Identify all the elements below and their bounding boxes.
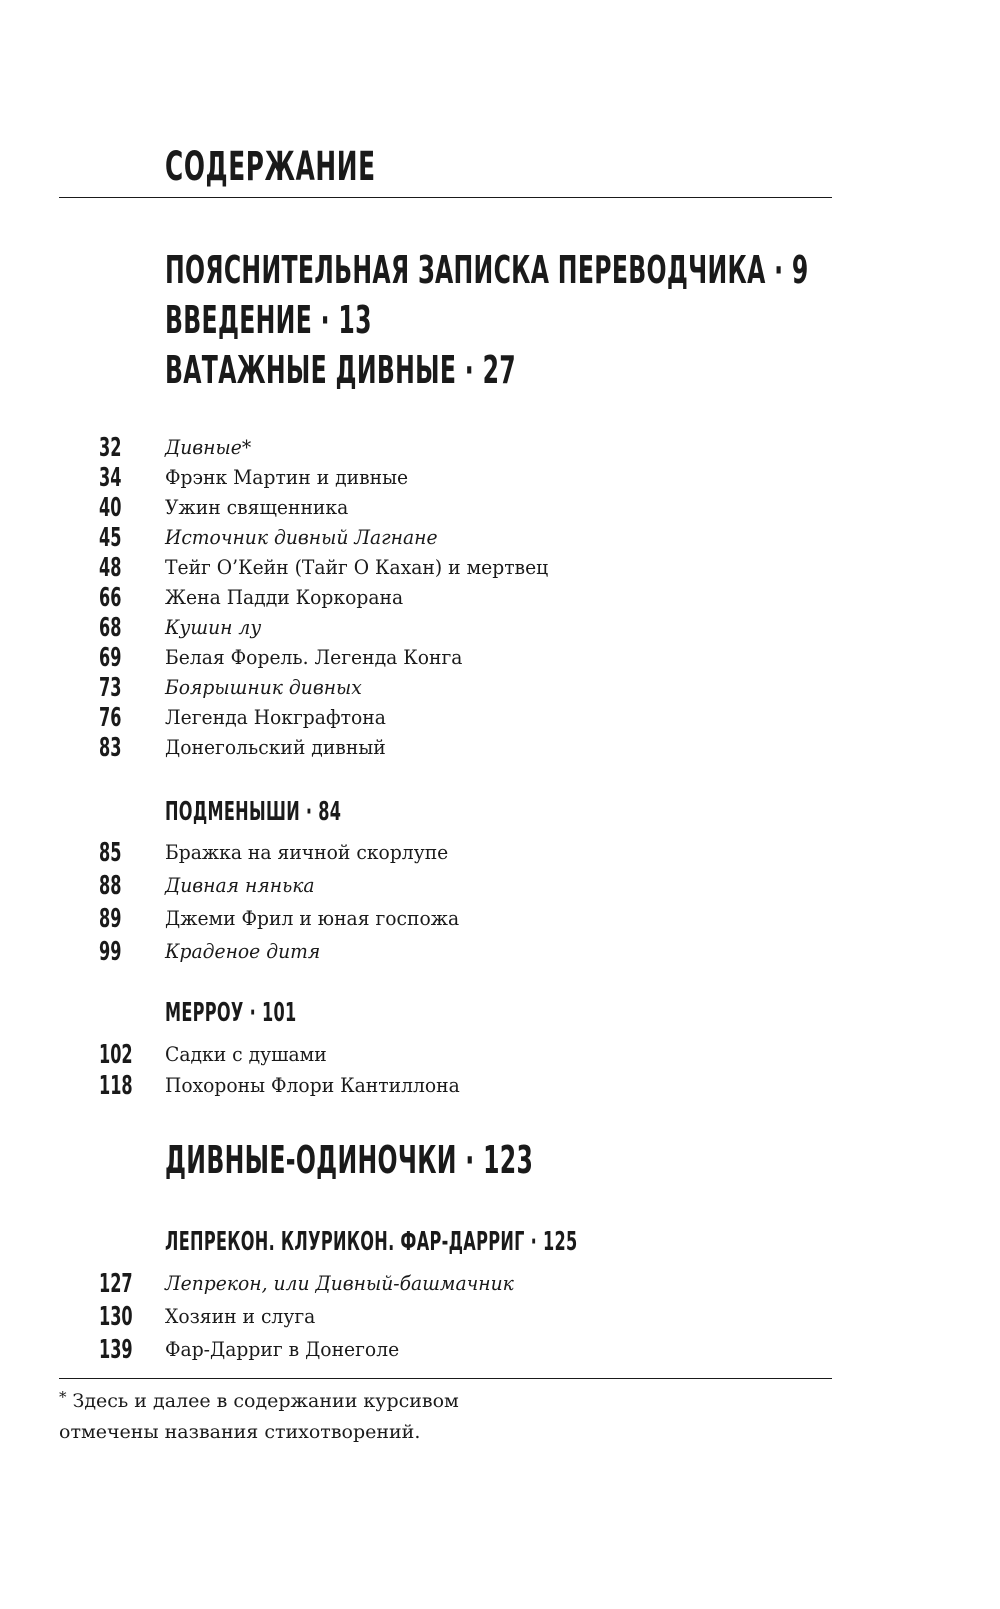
toc-entry[interactable]: Тейг О’Кейн (Тайг О Кахан) и мертвец	[165, 556, 549, 579]
toc-heading-solitary-fairies[interactable]: ДИВНЫЕ-ОДИНОЧКИ · 123	[165, 1138, 534, 1182]
footnote-divider	[59, 1378, 832, 1379]
toc-heading-introduction[interactable]: ВВЕДЕНИЕ · 13	[165, 298, 372, 342]
toc-entry[interactable]: Краденое дитя	[165, 940, 321, 963]
page-number: 83	[99, 733, 122, 763]
page-number: 85	[99, 838, 122, 868]
toc-entry[interactable]: Хозяин и слуга	[165, 1305, 316, 1328]
footnote-line: отмечены названия стихотворений.	[59, 1421, 421, 1443]
footnote-text: Здесь и далее в содержании курсивом	[72, 1390, 459, 1412]
footnote-marker: *	[59, 1388, 67, 1406]
page-number: 48	[99, 553, 122, 583]
page-number: 89	[99, 904, 122, 934]
page-number: 127	[99, 1269, 133, 1299]
toc-entry[interactable]: Бражка на яичной скорлупе	[165, 841, 449, 864]
page-number: 68	[99, 613, 122, 643]
page-number: 99	[99, 937, 122, 967]
toc-heading-changelings[interactable]: ПОДМЕНЫШИ · 84	[165, 797, 342, 827]
page-number: 69	[99, 643, 122, 673]
toc-entry[interactable]: Лепрекон, или Дивный-башмачник	[165, 1272, 514, 1295]
page-number: 139	[99, 1335, 133, 1365]
page-number: 66	[99, 583, 122, 613]
toc-entry[interactable]: Садки с душами	[165, 1043, 327, 1066]
footnote	[59, 1382, 619, 1448]
toc-entry[interactable]: Джеми Фрил и юная госпожа	[165, 907, 460, 930]
page-number: 34	[99, 463, 122, 493]
page-number: 73	[99, 673, 122, 703]
toc-entry[interactable]: Жена Падди Коркорана	[165, 586, 404, 609]
toc-entry[interactable]: Дивная нянька	[165, 874, 315, 897]
toc-heading-translator-note[interactable]: ПОЯСНИТЕЛЬНАЯ ЗАПИСКА ПЕРЕВОДЧИКА · 9	[165, 248, 809, 292]
toc-heading-merrow[interactable]: МЕРРОУ · 101	[165, 998, 297, 1028]
toc-entry[interactable]: Фрэнк Мартин и дивные	[165, 466, 409, 489]
toc-entry[interactable]: Боярышник дивных	[165, 676, 362, 699]
toc-entry[interactable]: Фар-Дарриг в Донеголе	[165, 1338, 400, 1361]
toc-entry[interactable]: Донегольский дивный	[165, 736, 386, 759]
footnote-line	[59, 1382, 619, 1417]
toc-entry[interactable]: Похороны Флори Кантиллона	[165, 1074, 460, 1097]
page-number: 40	[99, 493, 122, 523]
toc-entry[interactable]: Кушин лу	[165, 616, 262, 639]
toc-entry[interactable]: Легенда Нокграфтона	[165, 706, 386, 729]
toc-entry[interactable]: Ужин священника	[165, 496, 349, 519]
page-number: 130	[99, 1302, 133, 1332]
toc-entry[interactable]: Дивные*	[165, 436, 252, 459]
toc-heading-trooping-fairies[interactable]: ВАТАЖНЫЕ ДИВНЫЕ · 27	[165, 348, 516, 392]
page-number: 102	[99, 1040, 133, 1070]
toc-entry[interactable]: Источник дивный Лагнане	[165, 526, 438, 549]
page-number: 45	[99, 523, 122, 553]
toc-heading-leprechaun[interactable]: ЛЕПРЕКОН. КЛУРИКОН. ФАР-ДАРРИГ · 125	[165, 1227, 578, 1257]
top-divider	[59, 197, 832, 198]
page-title: СОДЕРЖАНИЕ	[165, 144, 376, 190]
toc-entry[interactable]: Белая Форель. Легенда Конга	[165, 646, 463, 669]
page-number: 118	[99, 1071, 133, 1101]
page-number: 76	[99, 703, 122, 733]
page-number: 88	[99, 871, 122, 901]
page-number: 32	[99, 433, 122, 463]
